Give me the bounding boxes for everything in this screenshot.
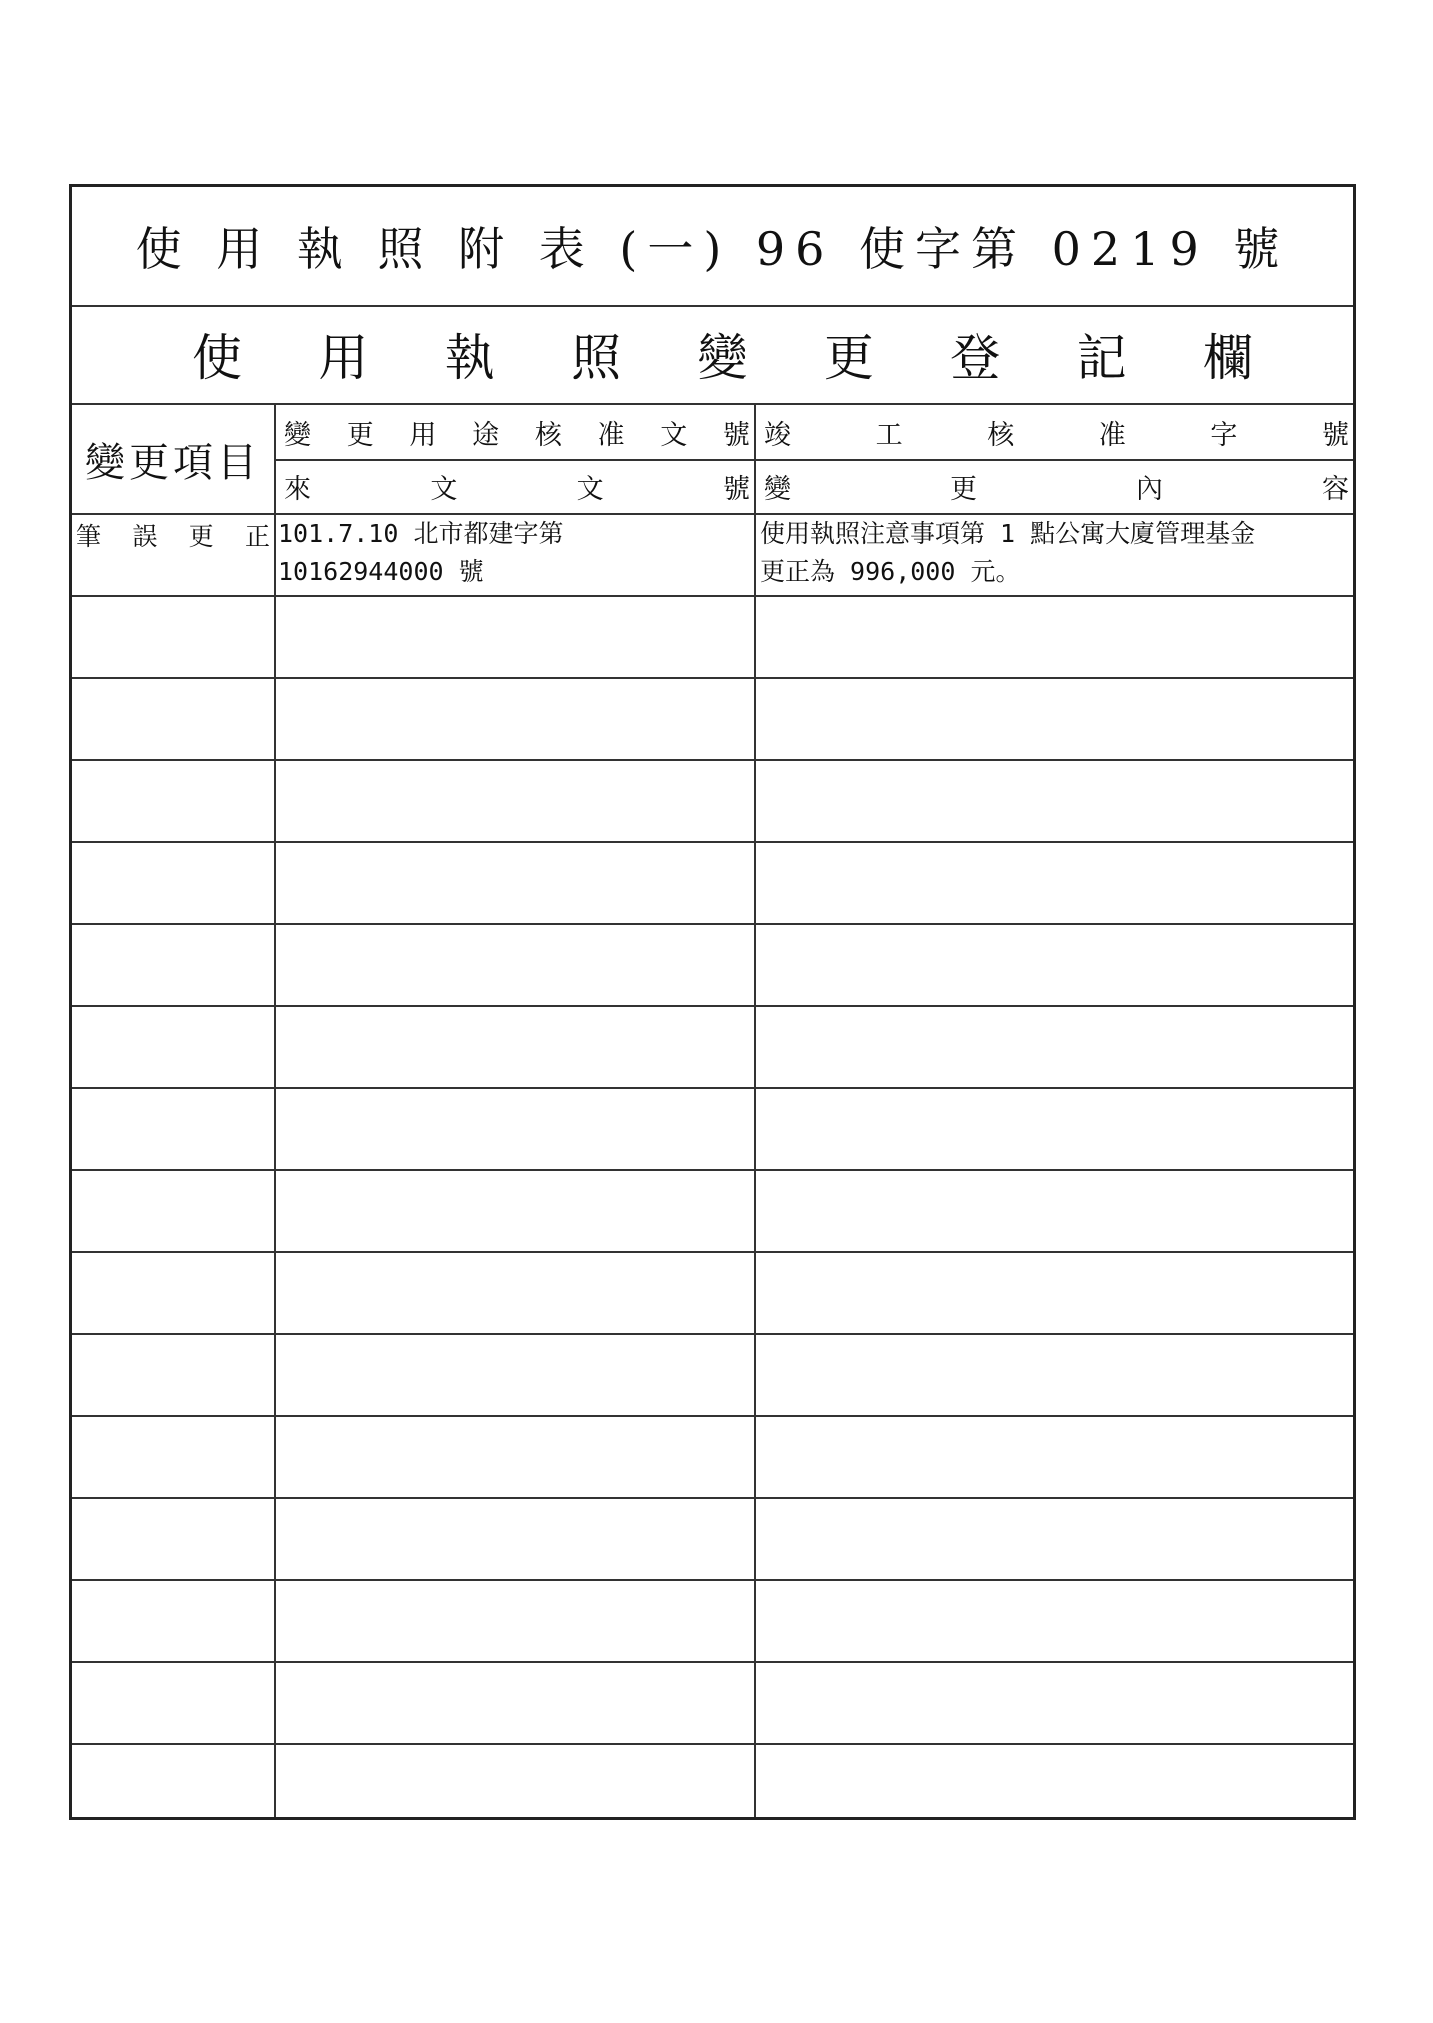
header-char: 號 bbox=[722, 473, 750, 505]
header-char: 變 bbox=[764, 473, 791, 505]
content-line: 使用執照注意事項第 1 點公寓大廈管理基金 bbox=[760, 519, 1256, 548]
register-title-char: 更 bbox=[823, 329, 874, 387]
row-divider bbox=[72, 1005, 1353, 1007]
header-char: 竣 bbox=[764, 419, 791, 451]
header-char: 文 bbox=[660, 419, 688, 451]
header-char: 准 bbox=[597, 419, 625, 451]
row-divider bbox=[72, 1579, 1353, 1581]
content-line: 更正為 996,000 元。 bbox=[760, 557, 1021, 586]
row-divider bbox=[72, 1087, 1353, 1089]
header-use-change-approval-no bbox=[276, 405, 754, 459]
item-char: 誤 bbox=[132, 522, 158, 551]
row-divider bbox=[72, 1169, 1353, 1171]
register-title-char: 照 bbox=[571, 329, 622, 387]
row-divider bbox=[72, 595, 1353, 597]
page-title: 使 用 執 照 附 表 (一) 96 使字第 0219 號 bbox=[72, 187, 1353, 307]
header-change-item: 變更項目 bbox=[85, 439, 261, 486]
row-divider bbox=[274, 459, 1353, 461]
doc-line: 101.7.10 北市都建字第 bbox=[278, 519, 564, 548]
license-form-frame bbox=[69, 184, 1356, 1820]
row-divider bbox=[72, 841, 1353, 843]
item-char: 筆 bbox=[76, 522, 102, 551]
header-char: 來 bbox=[284, 473, 311, 505]
row-change-content bbox=[760, 515, 1353, 595]
header-char: 更 bbox=[346, 419, 374, 451]
header-char: 號 bbox=[722, 419, 750, 451]
row-divider bbox=[72, 1251, 1353, 1253]
row-divider bbox=[72, 1743, 1353, 1745]
column-divider bbox=[274, 405, 276, 1817]
header-char: 文 bbox=[576, 473, 604, 505]
register-title-char: 變 bbox=[697, 329, 748, 387]
row-divider bbox=[72, 677, 1353, 679]
row-document-number bbox=[278, 515, 752, 595]
column-divider bbox=[754, 405, 756, 1817]
doc-line: 10162944000 號 bbox=[278, 557, 484, 586]
header-char: 字 bbox=[1210, 419, 1238, 451]
register-title-char: 欄 bbox=[1203, 329, 1253, 387]
register-title-char: 使 bbox=[192, 329, 242, 387]
header-char: 內 bbox=[1136, 473, 1163, 505]
row-divider bbox=[72, 923, 1353, 925]
header-char: 變 bbox=[284, 419, 311, 451]
register-title-char: 執 bbox=[444, 329, 495, 387]
header-char: 文 bbox=[430, 473, 458, 505]
header-char: 號 bbox=[1321, 419, 1349, 451]
row-divider bbox=[72, 1497, 1353, 1499]
row-divider bbox=[72, 1333, 1353, 1335]
row-change-item bbox=[72, 515, 274, 555]
row-divider bbox=[72, 1661, 1353, 1663]
register-title bbox=[72, 305, 1353, 405]
change-register-table bbox=[72, 405, 1353, 1817]
header-char: 更 bbox=[950, 473, 977, 505]
register-title-char: 記 bbox=[1076, 329, 1127, 387]
register-title-char: 用 bbox=[318, 329, 369, 387]
header-char: 准 bbox=[1098, 419, 1126, 451]
header-char: 核 bbox=[534, 419, 562, 451]
header-incoming-doc-no bbox=[276, 459, 754, 513]
header-char: 途 bbox=[472, 419, 500, 451]
register-title-char: 登 bbox=[950, 329, 1001, 387]
header-char: 容 bbox=[1322, 473, 1349, 505]
row-divider bbox=[72, 1415, 1353, 1417]
header-change-content bbox=[756, 459, 1353, 513]
item-char: 更 bbox=[188, 522, 214, 551]
header-completion-approval-no bbox=[756, 405, 1353, 459]
item-char: 正 bbox=[244, 522, 270, 551]
header-char: 工 bbox=[875, 419, 903, 451]
header-char: 用 bbox=[409, 419, 437, 451]
row-divider bbox=[72, 759, 1353, 761]
header-char: 核 bbox=[987, 419, 1015, 451]
